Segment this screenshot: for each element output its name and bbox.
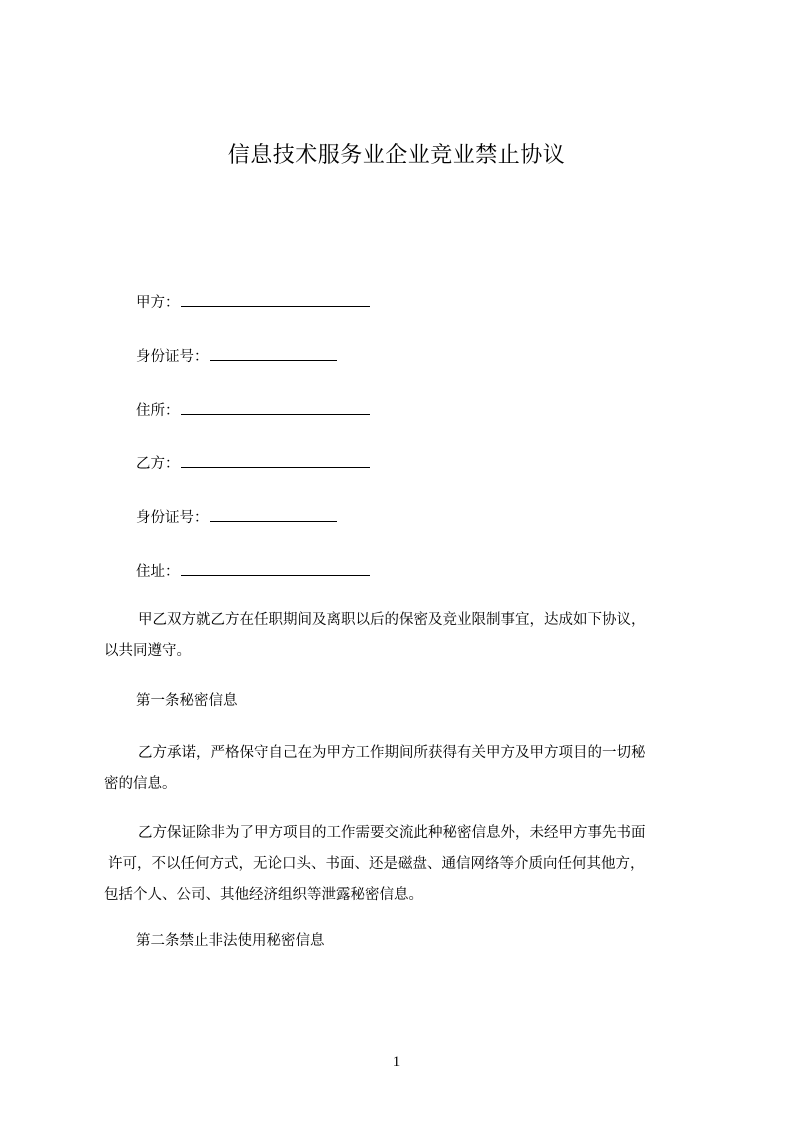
party-b-field bbox=[136, 453, 370, 474]
party-b-blank-line bbox=[181, 453, 370, 468]
party-a-residence-label: 住所： bbox=[136, 403, 180, 419]
party-a-blank-line bbox=[181, 292, 370, 307]
party-a-id-blank-line bbox=[210, 346, 337, 361]
article-1-para-1-line-1: 乙方承诺，严格保守自己在为甲方工作期间所获得有关甲方及甲方项目的一切秘 bbox=[138, 745, 646, 761]
article-2-heading: 第二条禁止非法使用秘密信息 bbox=[136, 933, 325, 949]
intro-line-1: 甲乙双方就乙方在任职期间及离职以后的保密及竞业限制事宜，达成如下协议， bbox=[138, 612, 646, 628]
party-b-address-label: 住址： bbox=[136, 564, 180, 580]
article-1-paragraph-2 bbox=[104, 818, 694, 911]
party-b-id-blank-line bbox=[210, 507, 337, 522]
party-b-address-blank-line bbox=[181, 561, 370, 576]
party-a-label: 甲方： bbox=[136, 295, 180, 311]
article-1-paragraph-1 bbox=[104, 738, 694, 800]
article-1-heading: 第一条秘密信息 bbox=[136, 693, 238, 709]
party-b-id-label: 身份证号： bbox=[136, 510, 209, 526]
party-a-id-field bbox=[136, 346, 337, 367]
party-a-id-label: 身份证号： bbox=[136, 349, 209, 365]
article-1-para-2-line-2: 许可，不以任何方式，无论口头、书面、还是磁盘、通信网络等介质向任何其他方， bbox=[108, 856, 645, 872]
party-a-field bbox=[136, 292, 370, 313]
intro-paragraph bbox=[104, 605, 694, 667]
intro-line-2: 以共同遵守。 bbox=[104, 643, 191, 659]
document-title: 信息技术服务业企业竞业禁止协议 bbox=[227, 143, 566, 168]
article-1-para-2-line-3: 包括个人、公司、其他经济组织等泄露秘密信息。 bbox=[104, 887, 423, 903]
party-b-address-field bbox=[136, 561, 370, 582]
party-a-residence-blank-line bbox=[181, 400, 370, 415]
article-1-para-1-line-2: 密的信息。 bbox=[104, 776, 177, 792]
party-b-id-field bbox=[136, 507, 337, 528]
party-b-label: 乙方： bbox=[136, 456, 180, 472]
page-number: 1 bbox=[392, 1054, 401, 1070]
party-a-residence-field bbox=[136, 400, 370, 421]
article-1-para-2-line-1: 乙方保证除非为了甲方项目的工作需要交流此种秘密信息外，未经甲方事先书面 bbox=[138, 825, 646, 841]
